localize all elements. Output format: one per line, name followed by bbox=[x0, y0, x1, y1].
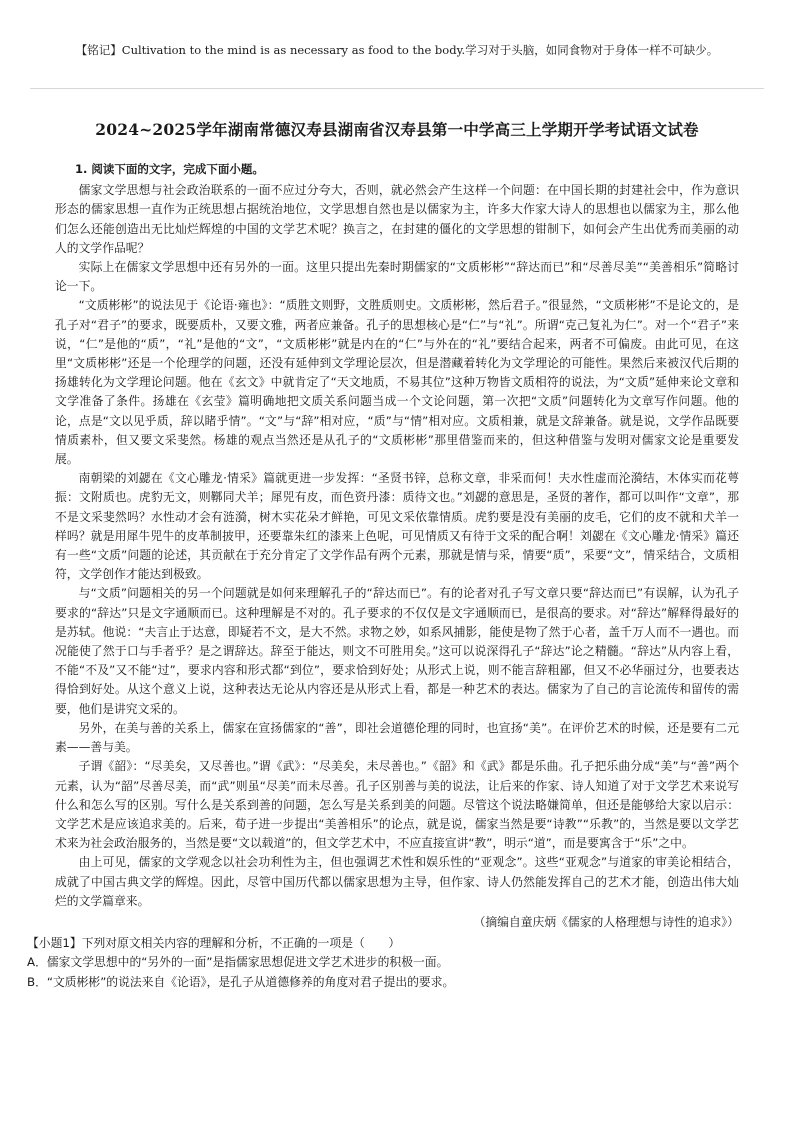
answer-option-a: A．儒家文学思想中的“另外的一面”是指儒家思想促进文学艺术进步的积极一面。 bbox=[27, 955, 449, 970]
passage-paragraph: 与“文质”问题相关的另一个问题就是如何来理解孔子的“辞达而已”。有的论者对孔子写文章只要“辞达而已”有误解，认为孔子要求的“辞达”只是文字通顺而已。这种理解是不对的。孔子要求的不仅仅是文字通顺而已，是很高的要求。对“辞达”解释得最好的是苏轼。他说：“夫言止于达意，即疑若不文，是大不然。求物之妙，如系风捕影，能使是物了然于心者，盖千万人而不一遇也。而况能使了然于口与手者乎？是之谓辞达。辞至于能达，则文不可胜用矣。”这可以说深得孔子“辞达”论之精髓。“辞达”从内容上看，不能“不及”又不能“过”，要求内容和形式都“到位”，要求恰到好处；从形式上说，则不能言辞粗鄙，但又不必华丽过分，也要表达得恰到好处。从这个意义上说，这种表达无论从内容还是从形式上看，都是一种艺术的表达。儒家为了自己的言论流传和留传的需要，他们是讲究文采的。 bbox=[55, 586, 739, 716]
question-heading: 1. 阅读下面的文字，完成下面小题。 bbox=[75, 162, 264, 176]
passage-source: （摘编自童庆炳《儒家的人格理想与诗性的追求》） bbox=[473, 914, 739, 929]
sub-question-prompt: 【小题1】下列对原文相关内容的理解和分析，不正确的一项是（ ） bbox=[27, 936, 401, 951]
page-header bbox=[30, 40, 764, 60]
passage-paragraph: “文质彬彬”的说法见于《论语·雍也》：“质胜文则野，文胜质则史。文质彬彬，然后君子。”很显然，“文质彬彬”不是论文的，是孔子对“君子”的要求，既要质朴，又要文雅，两者应兼备。孔子的思想核心是“仁”与“礼”。所谓“克己复礼为仁”。对一个“君子”来说，“仁”是他的“质”，“礼”是他的“文”，“文质彬彬”就是内在的“仁”与外在的“礼”要结合起来，两者不可偏废。由此可见，在这里“文质彬彬”还是一个伦理学的问题，还没有延伸到文学理论层次，但是潜藏着转化为文学理论的可能性。果然后来被汉代后期的扬雄转化为文学理论问题。他在《玄文》中就肯定了“天文地质，不易其位”这种万物皆文质相符的说法，为“文质”延伸来论文章和文学准备了条件。扬雄在《玄莹》篇明确地把文质关系问题当成一个文论问题，第一次把“文质”问题转化为文章写作问题。他的论，点是“文以见乎质，辞以睹乎情”。“文”与“辞”相对应，“质”与“情”相对应。文质相兼，就是文辞兼备。就是说，文学作品既要情质素朴，但又要文采斐然。杨雄的观点当然还是从孔子的“文质彬彬”那里借鉴而来的，但这种借鉴与发明对儒家文论是重要发展。 bbox=[55, 298, 739, 467]
passage-paragraph: 南朝梁的刘勰在《文心雕龙·情采》篇就更进一步发挥：“圣贤书锌，总称文章，非采而何！夫水性虚而沦漪结，木体实而花萼振：文附质也。虎豹无文，则鞹同犬羊；犀兕有皮，而色资丹漆：质待文也。”刘勰的意思是，圣贤的著作，都可以叫作“文章”，那不是文采斐然吗？水性动才会有涟漪，树木实花朵才鲜艳，可见文采依靠情质。虎豹要是没有美丽的皮毛，它们的皮不就和犬羊一样吗？就是用犀牛兕牛的皮革制披甲，还要靠朱红的漆来上色呢，可见情质又有待于文采的配合啊！刘勰在《文心雕龙·情采》篇还有一些“文质”问题的论述，其贡献在于充分肯定了文学作品有两个元素，那就是情与采，情要“质”，采要“文”，情采结合，文质相符，文学创作才能达到极致。 bbox=[55, 471, 739, 582]
passage-paragraph: 由上可见，儒家的文学观念以社会功利性为主，但也强调艺术性和娱乐性的“亚观念”。这些“亚观念”与道家的审美论相结合，成就了中国古典文学的辉煌。因此，尽管中国历代都以儒家思想为主导，但作家、诗人仍然能发挥自己的艺术才能，创造出伟大灿烂的文学篇章来。 bbox=[55, 855, 739, 908]
passage-paragraph: 另外，在美与善的关系上，儒家在宣扬儒家的“善”，即社会道德伦理的同时，也宣扬“美”。在评价艺术的时候，还是要有二元素——善与美。 bbox=[55, 720, 739, 755]
passage-paragraph: 儒家文学思想与社会政治联系的一面不应过分夸大，否则，就必然会产生这样一个问题：在中国长期的封建社会中，作为意识形态的儒家思想一直作为正统思想占据统治地位，文学思想自然也是以儒家为主，许多大作家大诗人的思想也以儒家为主，那么他们怎么还能创造出无比灿烂辉煌的中国的文学艺术呢？换言之，在封建的僵化的文学思想的钳制下，如何会产生出优秀而美丽的动人的文学作品呢？ bbox=[55, 183, 739, 255]
question-content bbox=[27, 160, 739, 992]
header-divider bbox=[30, 88, 764, 89]
answer-option-b: B．“文质彬彬”的说法来自《论语》，是孔子从道德修养的角度对君子提出的要求。 bbox=[27, 974, 455, 989]
passage-paragraph: 子谓《韶》：“尽美矣，又尽善也。”谓《武》：“尽美矣，未尽善也。”《韶》和《武》都是乐曲。孔子把乐曲分成“美”与“善”两个元素，认为“韶”尽善尽美，而“武”则虽“尽美”而未尽善。孔子区别善与美的说法，让后来的作家、诗人知道了对于文学艺术来说写什么和怎么写的区别。写什么是关系到善的问题，怎么写是关系到美的问题。尽管这个说法略嫌简单，但还是能够给大家以启示：文学艺术是应该追求美的。后来，荀子进一步提出“美善相乐”的论点，就是说，儒家当然是要“诗教”“乐教”的，当然是要以文学艺术来为社会政治服务的，当然是要“文以载道”的，但文学艺术中，不应直接宣讲“教”，明示“道”，而是要寓含于“乐”之中。 bbox=[55, 759, 739, 851]
header-motto: 【铭记】Cultivation to the mind is as necessary as food to the body.学习对于头脑，如同食物对于身体一样不可缺少。 bbox=[75, 43, 719, 57]
document-title: 2024~2025学年湖南常德汉寿县湖南省汉寿县第一中学高三上学期开学考试语文试卷 bbox=[95, 120, 699, 139]
passage-paragraph: 实际上在儒家文学思想中还有另外的一面。这里只提出先秦时期儒家的“文质彬彬”“辞达而已”和“尽善尽美”“美善相乐”简略讨论一下。 bbox=[55, 260, 739, 294]
